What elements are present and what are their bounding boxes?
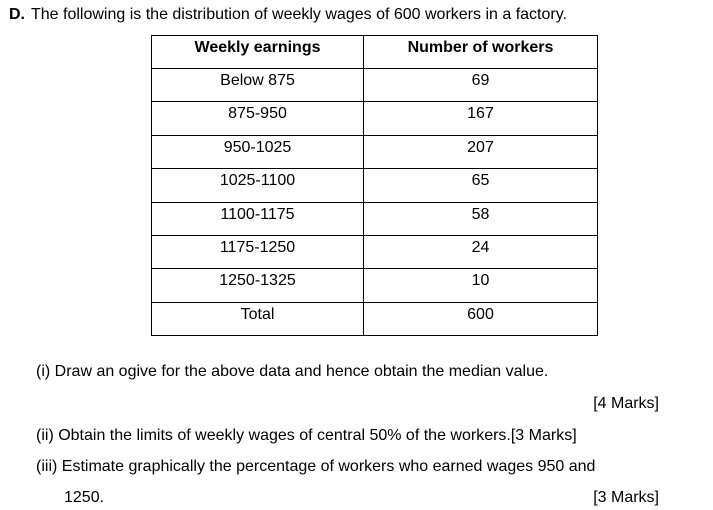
question-i-marks: [4 Marks] (593, 395, 659, 412)
earnings-cell: 1025-1100 (152, 169, 364, 202)
wages-distribution-table (151, 35, 598, 336)
table-row (152, 69, 598, 102)
table-row (152, 169, 598, 202)
column-header-number-of-workers: Number of workers (364, 36, 598, 69)
table-total-row (152, 302, 598, 335)
question-heading (9, 6, 567, 24)
table-row (152, 102, 598, 135)
workers-cell: 167 (364, 102, 598, 135)
earnings-cell: 950-1025 (152, 135, 364, 168)
total-value-cell: 600 (364, 302, 598, 335)
table-row (152, 202, 598, 235)
table-row (152, 269, 598, 302)
workers-cell: 207 (364, 135, 598, 168)
column-header-weekly-earnings: Weekly earnings (152, 36, 364, 69)
question-i-text: (i) Draw an ogive for the above data and hence obtain the median value. (36, 363, 549, 380)
question-label: D. (9, 6, 25, 23)
question-iii-text-line1: (iii) Estimate graphically the percentage of workers who earned wages 950 and (36, 458, 596, 475)
workers-cell: 10 (364, 269, 598, 302)
question-ii-text: (ii) Obtain the limits of weekly wages of central 50% of the workers.[3 Marks] (36, 427, 577, 444)
question-iii-text-line2: 1250. (64, 489, 105, 506)
table-row (152, 235, 598, 268)
workers-cell: 58 (364, 202, 598, 235)
table-header-row (152, 36, 598, 69)
earnings-cell: 1175-1250 (152, 235, 364, 268)
earnings-cell: 1100-1175 (152, 202, 364, 235)
table-row (152, 135, 598, 168)
question-iii-marks: [3 Marks] (593, 489, 659, 506)
earnings-cell: 875-950 (152, 102, 364, 135)
question-intro-text: The following is the distribution of weekly wages of 600 workers in a factory. (31, 6, 567, 23)
earnings-cell: 1250-1325 (152, 269, 364, 302)
total-label-cell: Total (152, 302, 364, 335)
earnings-cell: Below 875 (152, 69, 364, 102)
workers-cell: 65 (364, 169, 598, 202)
workers-cell: 69 (364, 69, 598, 102)
workers-cell: 24 (364, 235, 598, 268)
